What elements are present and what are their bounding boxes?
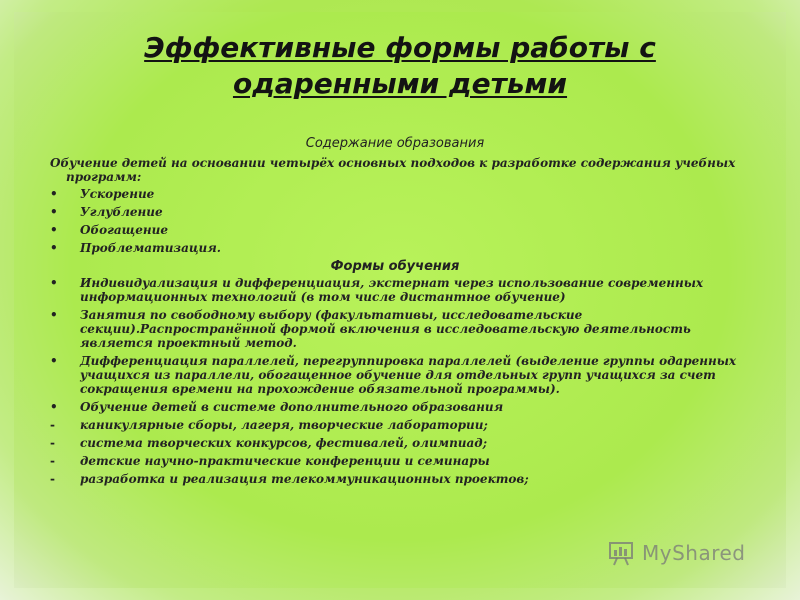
- list-item-text: Занятия по свободному выбору (факультативы, исследовательские секции).Распространённой формой включения в исследовательскую деятельность является проектный метод.: [80, 308, 691, 350]
- bullet-icon: •: [50, 223, 58, 237]
- list-item: [50, 400, 740, 414]
- watermark-text: MyShared: [642, 541, 746, 565]
- list-item-text: разработка и реализация телекоммуникационных проектов;: [80, 472, 529, 486]
- list-item: [50, 241, 740, 255]
- section-intro: Обучение детей на основании четырёх основных подходов к разработке содержания учебных программ:: [50, 156, 736, 184]
- list-item: [50, 308, 740, 350]
- list-item: [50, 205, 740, 219]
- list-item-text: каникулярные сборы, лагеря, творческие лаборатории;: [80, 418, 488, 432]
- list-item-text: детские научно-практические конференции и семинары: [80, 454, 490, 468]
- list-item: [50, 436, 740, 450]
- slide-title: Эффективные формы работы с одаренными детьми: [144, 31, 656, 100]
- list-item: [50, 472, 740, 486]
- list-item: [50, 223, 740, 237]
- bullet-icon: •: [50, 187, 58, 201]
- list-item-text: Углубление: [80, 205, 163, 219]
- list-item: [50, 187, 740, 201]
- dash-icon: -: [50, 436, 55, 450]
- bullet-icon: •: [50, 308, 58, 322]
- list-item-text: Дифференциация параллелей, перегруппировка параллелей (выделение группы одаренных учащихся из параллели, обогащенное обучение для отдельных групп учащихся за счет сокращения времени на прохождение обязательной программы).: [80, 354, 737, 396]
- list-item-text: Обучение детей в системе дополнительного образования: [80, 400, 504, 414]
- bullet-icon: •: [50, 241, 58, 255]
- forms-list: [50, 276, 740, 486]
- list-item-text: Ускорение: [80, 187, 155, 201]
- section-heading-content: Содержание образования: [305, 136, 485, 151]
- list-item-text: система творческих конкурсов, фестивалей, олимпиад;: [80, 436, 488, 450]
- list-item: [50, 276, 740, 304]
- bullet-icon: •: [50, 276, 58, 290]
- bullet-icon: •: [50, 400, 58, 414]
- bullet-icon: •: [50, 205, 58, 219]
- list-item: [50, 418, 740, 432]
- dash-icon: -: [50, 418, 55, 432]
- list-item: [50, 354, 740, 396]
- list-item-text: Проблематизация.: [80, 241, 221, 255]
- dash-icon: -: [50, 454, 55, 468]
- bullet-icon: •: [50, 354, 58, 368]
- section-heading-forms: Формы обучения: [330, 259, 460, 274]
- list-item: [50, 454, 740, 468]
- list-item-text: Обогащение: [80, 223, 169, 237]
- dash-icon: -: [50, 472, 55, 486]
- watermark: [608, 538, 778, 570]
- slide-content: [50, 137, 740, 490]
- approaches-list: [50, 187, 740, 255]
- list-item-text: Индивидуализация и дифференциация, экстернат через использование современных информационных технологий (в том числе дистантное обучение): [80, 276, 704, 304]
- presentation-board-icon: [608, 540, 634, 566]
